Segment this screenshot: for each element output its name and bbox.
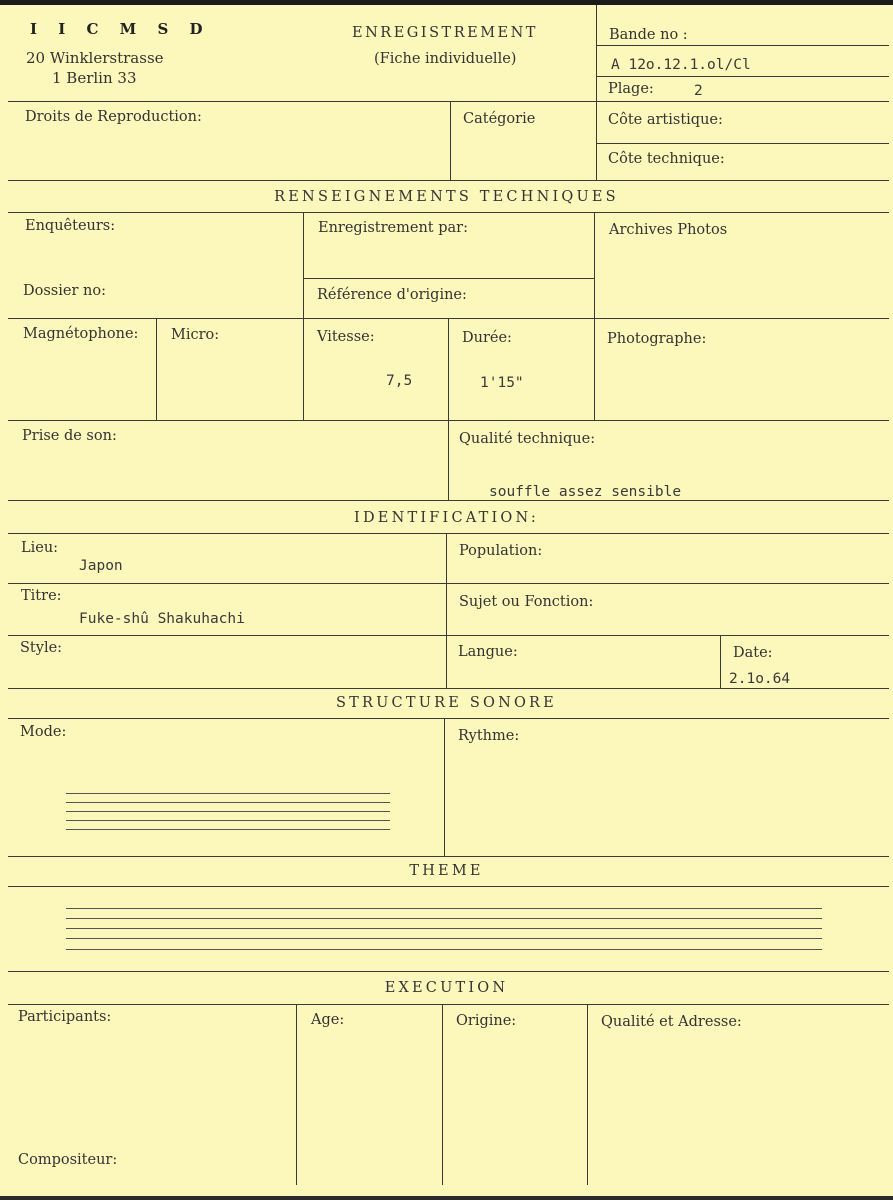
plage-value: 2 xyxy=(694,83,703,99)
dossier-label: Dossier no: xyxy=(23,283,106,299)
photographe-label: Photographe: xyxy=(607,331,707,347)
titre-label: Titre: xyxy=(21,588,62,604)
magnetophone-label: Magnétophone: xyxy=(23,326,139,342)
vitesse-label: Vitesse: xyxy=(317,329,375,345)
duree-label: Durée: xyxy=(462,330,512,346)
age-label: Age: xyxy=(311,1012,345,1028)
lieu-label: Lieu: xyxy=(21,540,59,556)
categorie-label: Catégorie xyxy=(463,111,536,127)
section-title-identification: IDENTIFICATION: xyxy=(354,510,539,526)
droits-label: Droits de Reproduction: xyxy=(25,109,202,125)
mode-label: Mode: xyxy=(20,724,67,740)
form-title: ENREGISTREMENT xyxy=(352,25,538,41)
bande-label: Bande no : xyxy=(609,27,688,43)
duree-value: 1'15" xyxy=(480,375,524,391)
date-value: 2.1o.64 xyxy=(729,671,791,687)
section-title-execution: EXECUTION xyxy=(384,980,509,996)
prise-de-son-label: Prise de son: xyxy=(22,428,117,444)
qualite-technique-value: souffle assez sensible xyxy=(489,484,682,500)
compositeur-label: Compositeur: xyxy=(18,1152,118,1168)
rythme-label: Rythme: xyxy=(458,728,520,744)
institute-logo: I I C M S D xyxy=(30,20,211,38)
archives-photos-label: Archives Photos xyxy=(609,222,728,238)
address-line-2: 1 Berlin 33 xyxy=(52,69,137,87)
reference-label: Référence d'origine: xyxy=(317,287,467,303)
lieu-value: Japon xyxy=(79,558,123,574)
section-title-theme: THEME xyxy=(409,863,484,879)
enqueteurs-label: Enquêteurs: xyxy=(25,218,116,234)
vitesse-value: 7,5 xyxy=(386,373,413,389)
style-label: Style: xyxy=(20,640,63,656)
cote-artistique-label: Côte artistique: xyxy=(608,112,723,128)
population-label: Population: xyxy=(459,543,543,559)
origine-label: Origine: xyxy=(456,1013,517,1029)
cote-technique-label: Côte technique: xyxy=(608,151,725,167)
bande-value: A 12o.12.1.ol/Cl xyxy=(611,57,751,73)
enregistrement-par-label: Enregistrement par: xyxy=(318,220,468,236)
titre-value: Fuke-shû Shakuhachi xyxy=(79,611,245,627)
form-subtitle: (Fiche individuelle) xyxy=(374,51,517,67)
qualite-technique-label: Qualité technique: xyxy=(459,431,596,447)
section-title-technical: RENSEIGNEMENTS TECHNIQUES xyxy=(274,189,619,205)
plage-label: Plage: xyxy=(608,81,654,97)
participants-label: Participants: xyxy=(18,1009,112,1025)
section-title-structure: STRUCTURE SONORE xyxy=(336,695,557,711)
langue-label: Langue: xyxy=(458,644,518,660)
qualite-adresse-label: Qualité et Adresse: xyxy=(601,1014,742,1030)
sujet-label: Sujet ou Fonction: xyxy=(459,594,594,610)
address-line-1: 20 Winklerstrasse xyxy=(26,49,164,67)
micro-label: Micro: xyxy=(171,327,220,343)
date-label: Date: xyxy=(733,645,773,661)
